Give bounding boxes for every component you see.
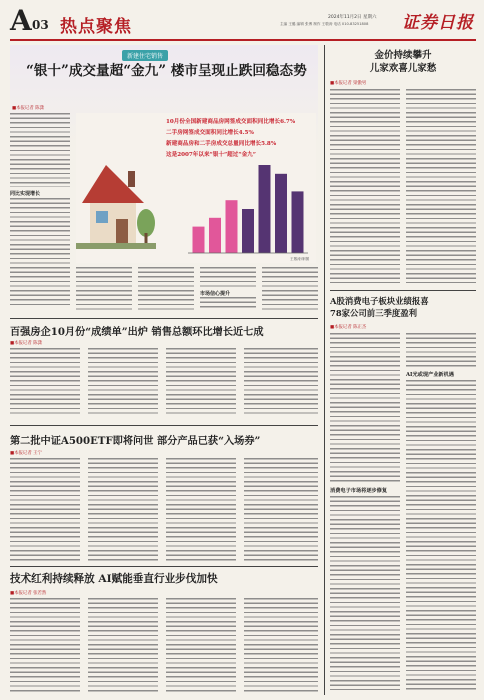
house-door: [116, 219, 128, 243]
right-mid-story: [330, 293, 476, 697]
chart-panel: [76, 113, 316, 263]
lead-byline: ■本报记者 陈潇: [12, 106, 44, 111]
section-title: 热点聚焦: [60, 17, 132, 37]
right-mid-col2b: [406, 380, 476, 690]
story2: [10, 321, 318, 391]
story4: [10, 569, 318, 695]
story2-col1: [10, 348, 80, 414]
house-window: [96, 211, 108, 223]
story3-byline: ■本报记者 王宁: [10, 451, 42, 456]
chart-bar: [242, 209, 254, 253]
chart-bar: [226, 200, 238, 253]
story3-col2: [88, 458, 158, 562]
header-rule: [10, 39, 476, 41]
masthead-logo: 证券日报: [402, 13, 474, 33]
right-mid-col1: [330, 333, 400, 483]
lead-text-col4b: [200, 297, 256, 311]
story2-byline: ■本报记者 陈潇: [10, 341, 42, 346]
chart-caption: 王敬涛/制图: [290, 257, 310, 261]
lead-story: [10, 45, 318, 313]
right-top-story: [330, 45, 476, 285]
chart-bar: [209, 218, 221, 253]
lead-text-col2: [76, 267, 132, 311]
right-mid-col1b: [330, 496, 400, 690]
story4-col2: [88, 598, 158, 694]
story3-col4: [244, 458, 318, 562]
right-top-headline: 金价持续攀升 儿家欢喜儿家愁: [369, 50, 437, 74]
right-top-col1: [330, 89, 400, 283]
chart-annotation-2: 二手房网签成交面积同比增长4.5%: [166, 130, 254, 136]
story2-rule: [10, 318, 318, 319]
story2-col2: [88, 348, 158, 414]
story2-col3: [166, 348, 236, 414]
right-mid-byline: ■本报记者 陈正杰: [330, 325, 367, 330]
column-divider: [324, 45, 325, 695]
lead-subhead-2: 市场信心提升: [200, 291, 231, 297]
story3-col3: [166, 458, 236, 562]
right-mid-subhead-consumer: 消费电子市场将逐步修复: [330, 488, 388, 494]
story4-byline: ■本报记者 张若然: [10, 591, 47, 596]
house-chimney: [128, 171, 135, 187]
page-letter: A: [10, 4, 32, 37]
lead-text-col3: [138, 267, 194, 311]
page-header: [10, 4, 476, 38]
tree-crown: [137, 209, 155, 237]
story4-rule: [10, 566, 318, 567]
chart-bar: [193, 227, 205, 253]
chart-annotation-4: 这是2007年以来“银十”超过“金九”: [166, 152, 256, 158]
story4-col3: [166, 598, 236, 694]
story4-col1: [10, 598, 80, 694]
right-top-byline: ■本报记者 梁傲男: [330, 81, 367, 86]
story3-col1: [10, 458, 80, 562]
ground: [76, 243, 156, 249]
right-mid-rule: [330, 290, 476, 291]
right-mid-col2a: [406, 333, 476, 367]
chart-bar: [292, 191, 304, 253]
story3-headline: 第二批中证A500ETF即将问世 部分产品已获“入场券”: [10, 435, 261, 447]
story2-col4: [244, 348, 318, 414]
lead-text-col1: [10, 113, 70, 187]
right-mid-headline: A股消费电子板块业绩报喜 78家公司前三季度盈利: [330, 296, 429, 318]
bar-chart: [188, 165, 308, 257]
editor-line: 主编 王璐 编辑 张博 制作 王敬涛 电话 010-83251808: [280, 22, 369, 26]
page-number: 03: [32, 18, 49, 32]
story3-rule: [10, 425, 318, 426]
lead-text-col5: [262, 267, 318, 311]
chart-annotation-3: 新建商品房和二手房成交总量同比增长5.8%: [166, 141, 277, 147]
date-line: 2024年11月2日 星期六: [328, 15, 377, 20]
lead-subhead-1: 同比实现增长: [10, 191, 41, 197]
story4-col4: [244, 598, 318, 694]
chart-bar: [259, 165, 271, 253]
story4-headline: 技术红利持续释放 AI赋能垂直行业步伐加快: [10, 573, 218, 585]
story3: [10, 428, 318, 538]
house-illustration: [76, 153, 156, 258]
right-top-col2: [406, 89, 476, 283]
story2-headline: 百强房企10月份“成绩单”出炉 销售总额环比增长近七成: [10, 326, 264, 338]
chart-bar: [275, 174, 287, 253]
lead-text-col4: [200, 267, 256, 289]
right-mid-subhead-ai: AI光或现产业新机遇: [406, 372, 454, 378]
lead-headline: “银十”成交量超“金九” 楼市呈现止跌回稳态势: [26, 63, 307, 79]
lead-kicker-badge: 新建住宅销售: [122, 50, 168, 61]
chart-annotation-1: 10月份全国新建商品房网签成交面积同比增长6.7%: [166, 119, 296, 125]
lead-text-col1b: [10, 198, 70, 308]
